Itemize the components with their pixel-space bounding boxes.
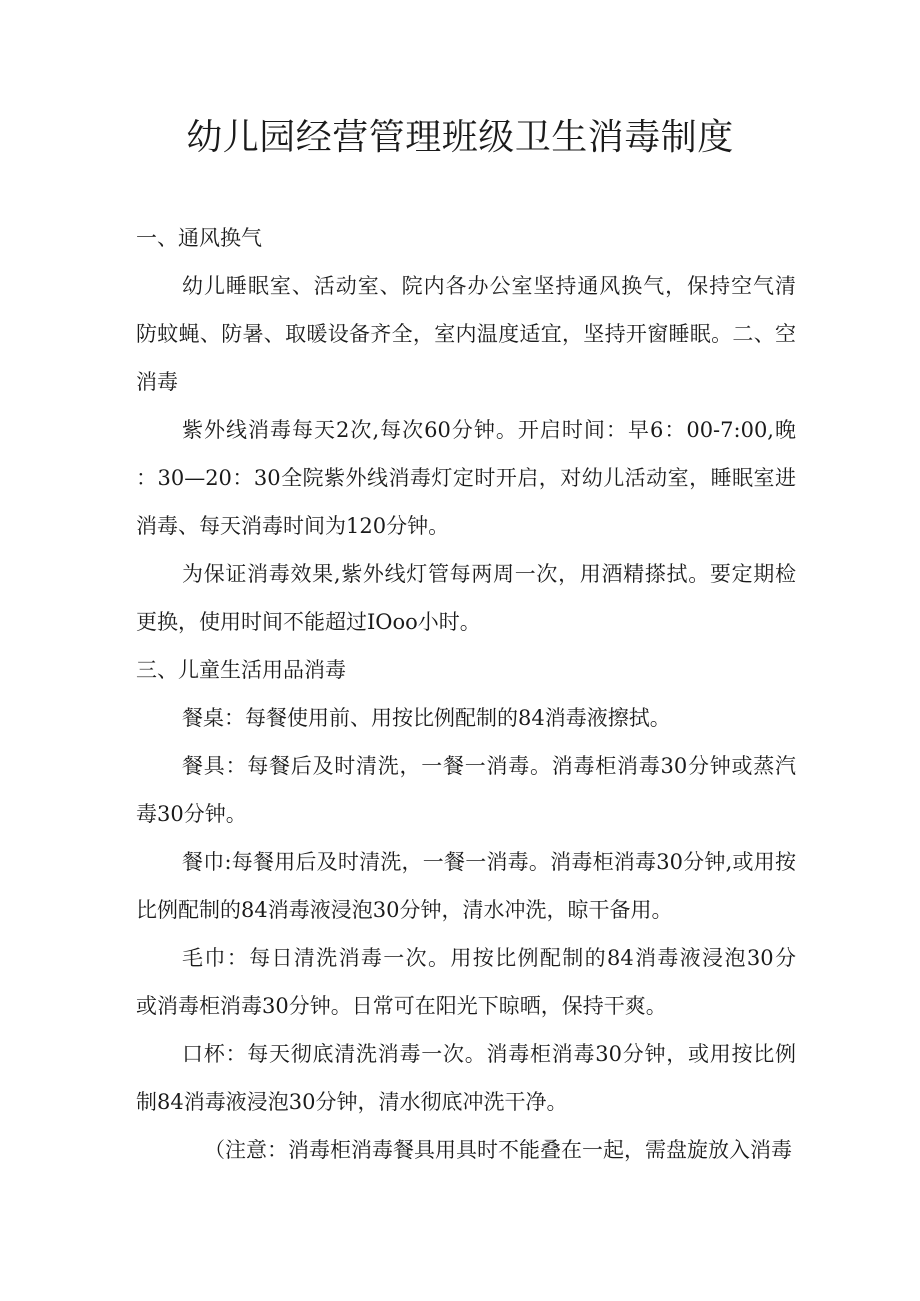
document-title: 幼儿园经营管理班级卫生消毒制度 — [186, 117, 734, 158]
text-line: 消毒、每天消毒时间为120分钟。 — [136, 514, 450, 538]
text-line: ：30—20：30全院紫外线消毒灯定时开启，对幼儿活动室，睡眠室进 — [136, 466, 796, 490]
text-line: 餐巾:每餐用后及时清洗，一餐一消毒。消毒柜消毒30分钟,或用按 — [182, 850, 796, 874]
text-line: 毛巾：每日清洗消毒一次。用按比例配制的84消毒液浸泡30分 — [182, 946, 796, 970]
text-line: 口杯：每天彻底清洗消毒一次。消毒柜消毒30分钟，或用按比例 — [182, 1042, 796, 1066]
text-line: 餐桌：每餐使用前、用按比例配制的84消毒液擦拭。 — [182, 706, 671, 730]
text-line: 比例配制的84消毒液浸泡30分钟，清水冲洗，晾干备用。 — [136, 898, 673, 922]
text-line: 或消毒柜消毒30分钟。日常可在阳光下晾晒，保持干爽。 — [136, 994, 667, 1018]
text-line: 紫外线消毒每天2次,每次60分钟。开启时间：早6：00-7:00,晚 — [182, 418, 796, 442]
text-line: 为保证消毒效果,紫外线灯管每两周一次，用酒精搽拭。要定期检 — [182, 562, 796, 586]
text-line: 防蚊蝇、防暑、取暖设备齐全，室内温度适宜，坚持开窗睡眠。二、空 — [136, 322, 796, 346]
text-line: 幼儿睡眠室、活动室、院内各办公室坚持通风换气，保持空气清 — [182, 274, 796, 298]
text-line: 一、通风换气 — [136, 226, 262, 250]
text-line: 更换，使用时间不能超过IOoo小时。 — [136, 610, 481, 634]
text-line: 餐具：每餐后及时清洗，一餐一消毒。消毒柜消毒30分钟或蒸汽 — [182, 754, 796, 778]
text-line: （注意：消毒柜消毒餐具用具时不能叠在一起，需盘旋放入消毒 — [204, 1138, 792, 1162]
document-body — [136, 214, 796, 1174]
text-line: 制84消毒液浸泡30分钟，清水彻底冲洗干净。 — [136, 1090, 568, 1114]
text-line: 毒30分钟。 — [136, 802, 247, 826]
text-line: 消毒 — [136, 370, 178, 394]
text-line: 三、儿童生活用品消毒 — [136, 658, 346, 682]
